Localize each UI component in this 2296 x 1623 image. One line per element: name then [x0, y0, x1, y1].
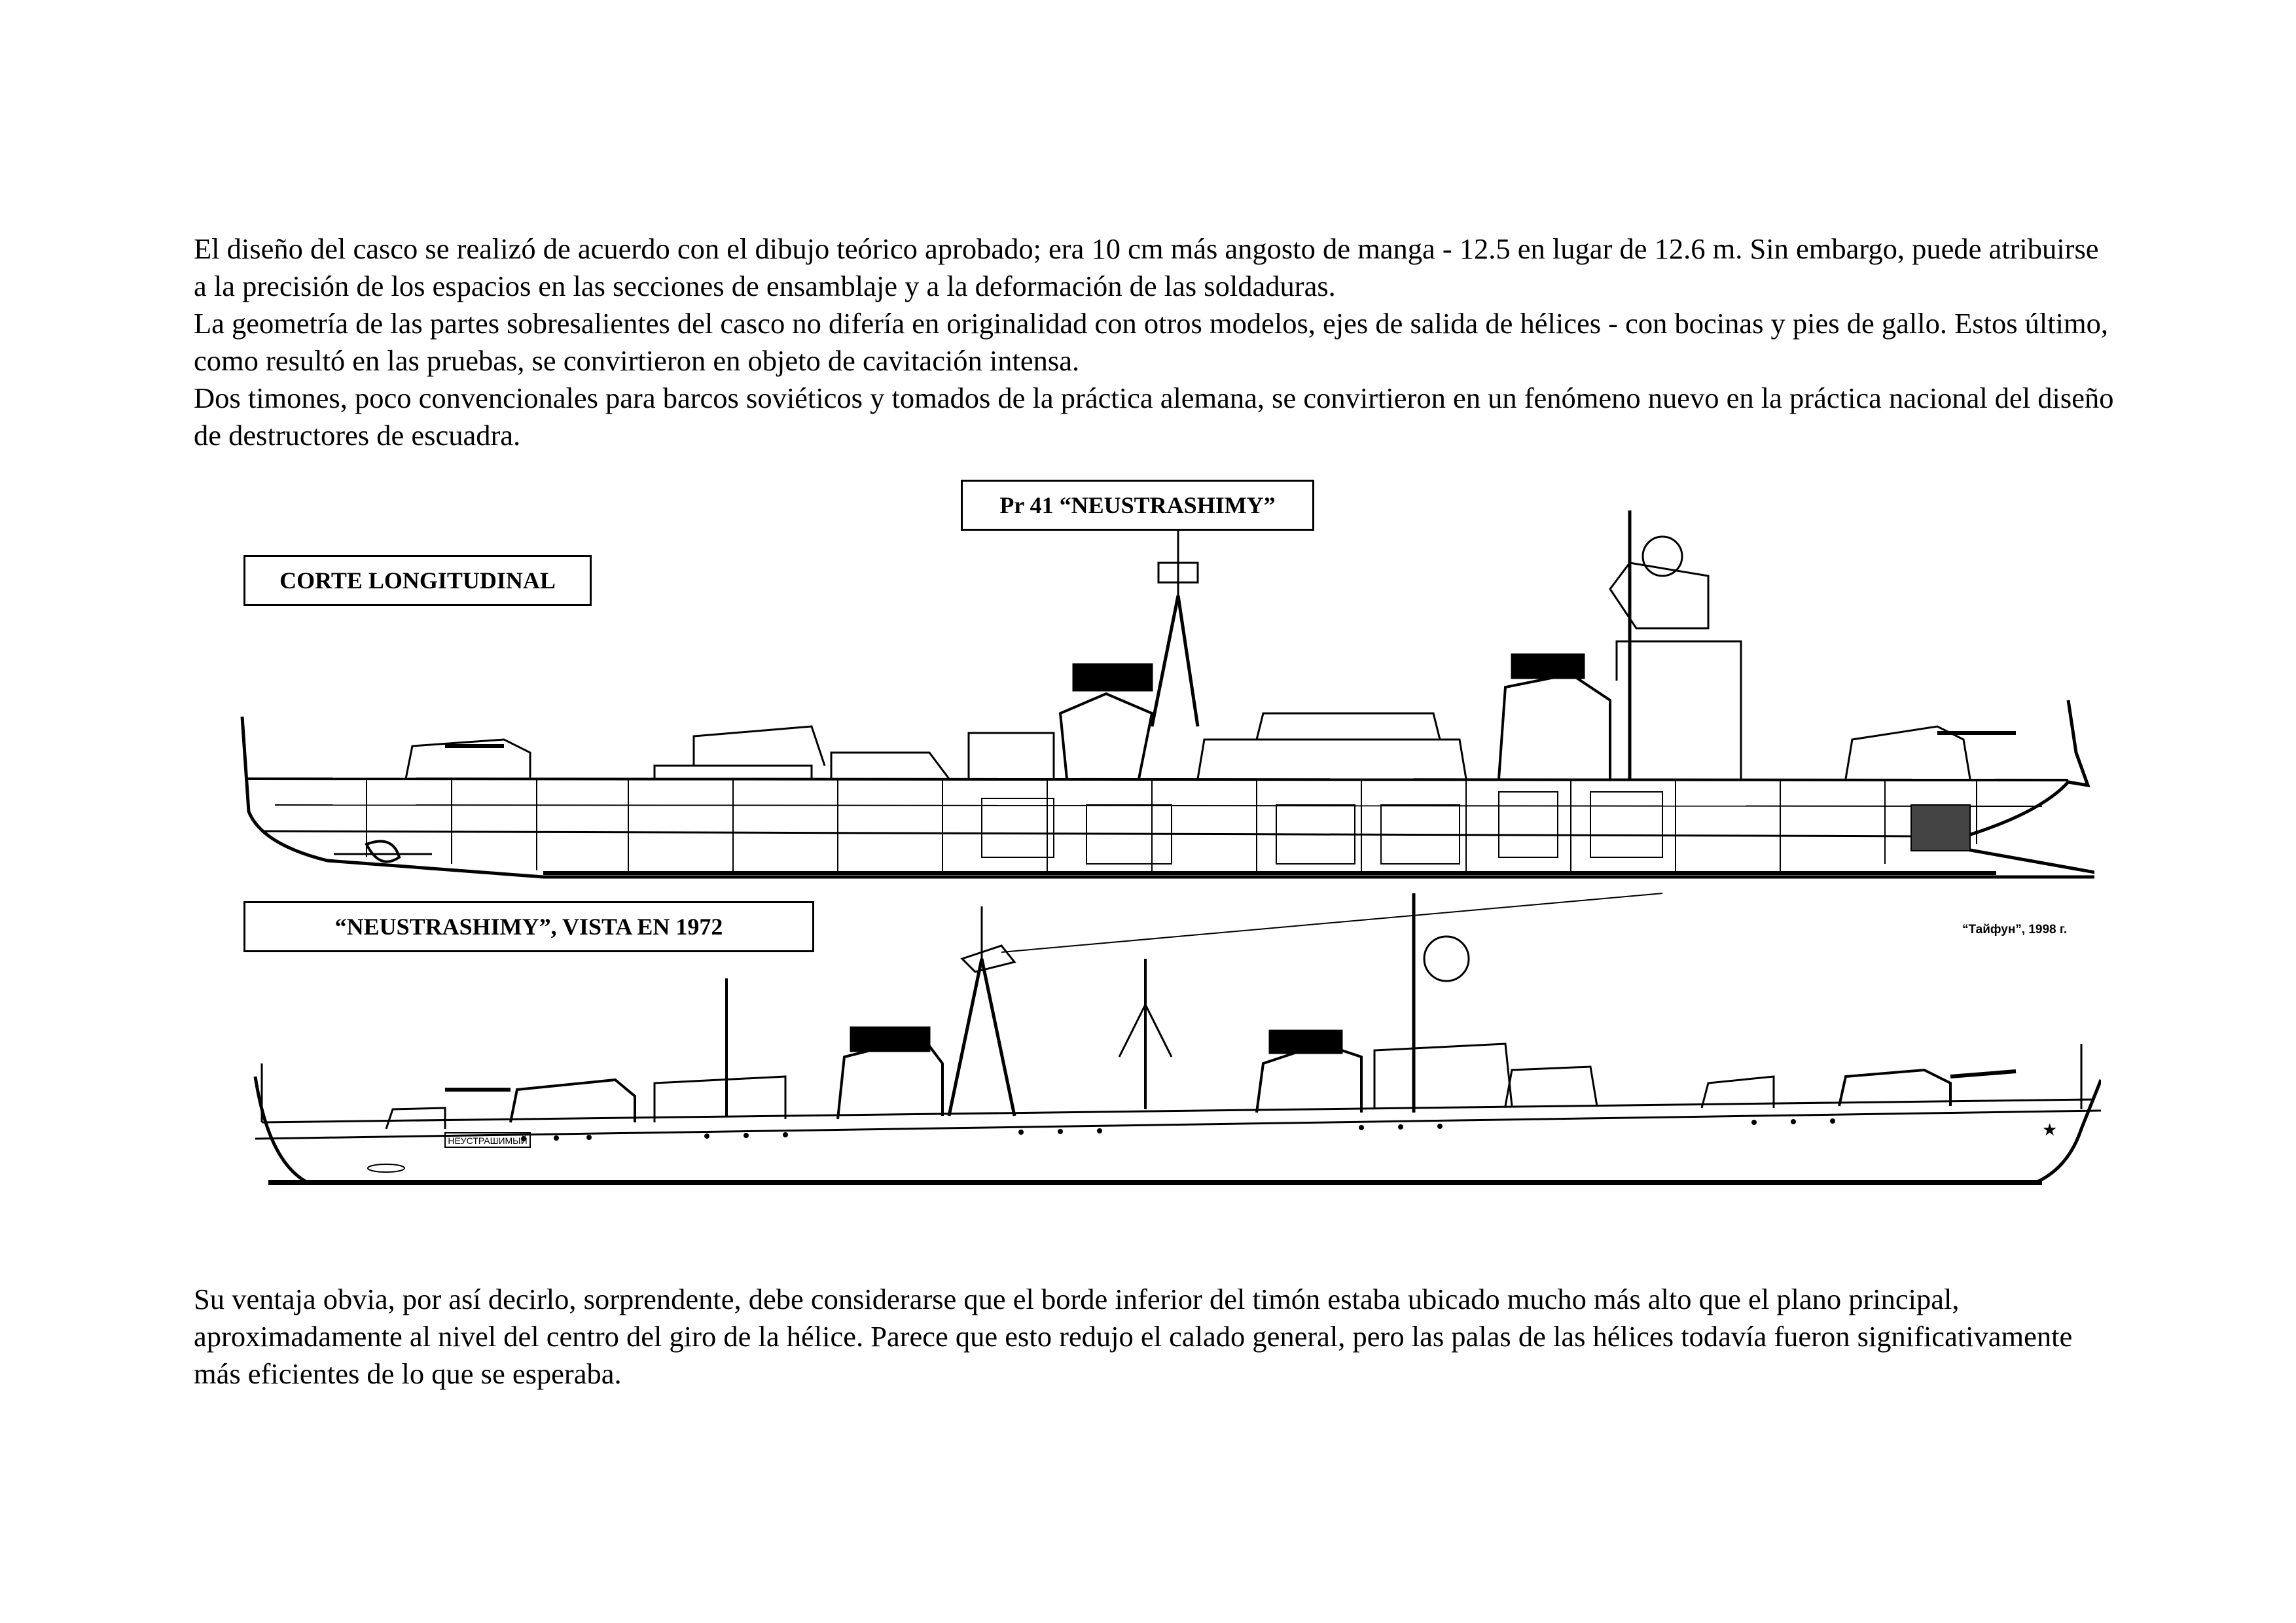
intro-text: [194, 230, 2118, 454]
intro-paragraph-2: La geometría de las partes sobresalientes del casco no difería en originalidad con otros modelos, ejes de salida de hélices - con bocinas y pies de gallo. Estos último, como resultó en las pruebas, se convirtieron en objeto de cavitación intensa.: [194, 307, 2108, 377]
svg-text:★: ★: [2042, 1120, 2058, 1139]
section-main-deck: [245, 779, 2068, 780]
section-label: CORTE LONGITUDINAL: [243, 555, 592, 606]
profile-hull-outline: [255, 1077, 2101, 1183]
project-label: Pr 41 “NEUSTRASHIMY”: [961, 480, 1314, 531]
section-hull-outline: [242, 700, 2094, 877]
drawing-credit: “Тайфун”, 1998 г.: [1962, 923, 2068, 936]
closing-text: [194, 1281, 2118, 1393]
profile-main-deck: [255, 1111, 2101, 1139]
longitudinal-section-drawing: [236, 478, 2094, 897]
intro-paragraph-3: Dos timones, poco convencionales para barcos soviéticos y tomados de la práctica alemana, se convirtieron en un fenómeno nuevo en la práctica nacional del diseño de destructores de escuadra.: [194, 382, 2114, 452]
intro-paragraph-1: El diseño del casco se realizó de acuerdo con el dibujo teórico aprobado; era 10 cm más angosto de manga - 12.5 en lugar de 12.6 m. Sin embargo, puede atribuirse a la precisión de los espacios en las secciones de ensamblaje y a la deformación de las soldaduras.: [194, 232, 2099, 302]
view-label: “NEUSTRASHIMY”, VISTA EN 1972: [243, 901, 814, 952]
closing-paragraph: Su ventaja obvia, por así decirlo, sorprendente, debe considerarse que el borde inferior del timón estaba ubicado mucho más alto que el plano principal, aproximadamente al nivel del centro del giro de la hélice. Parece que esto redujo el calado general, pero las palas de las hélices todavía fueron significativamente más eficientes de lo que se esperaba.: [194, 1283, 2073, 1390]
ship-name-plate: НЕУСТРАШИМЫЙ: [448, 1135, 528, 1146]
